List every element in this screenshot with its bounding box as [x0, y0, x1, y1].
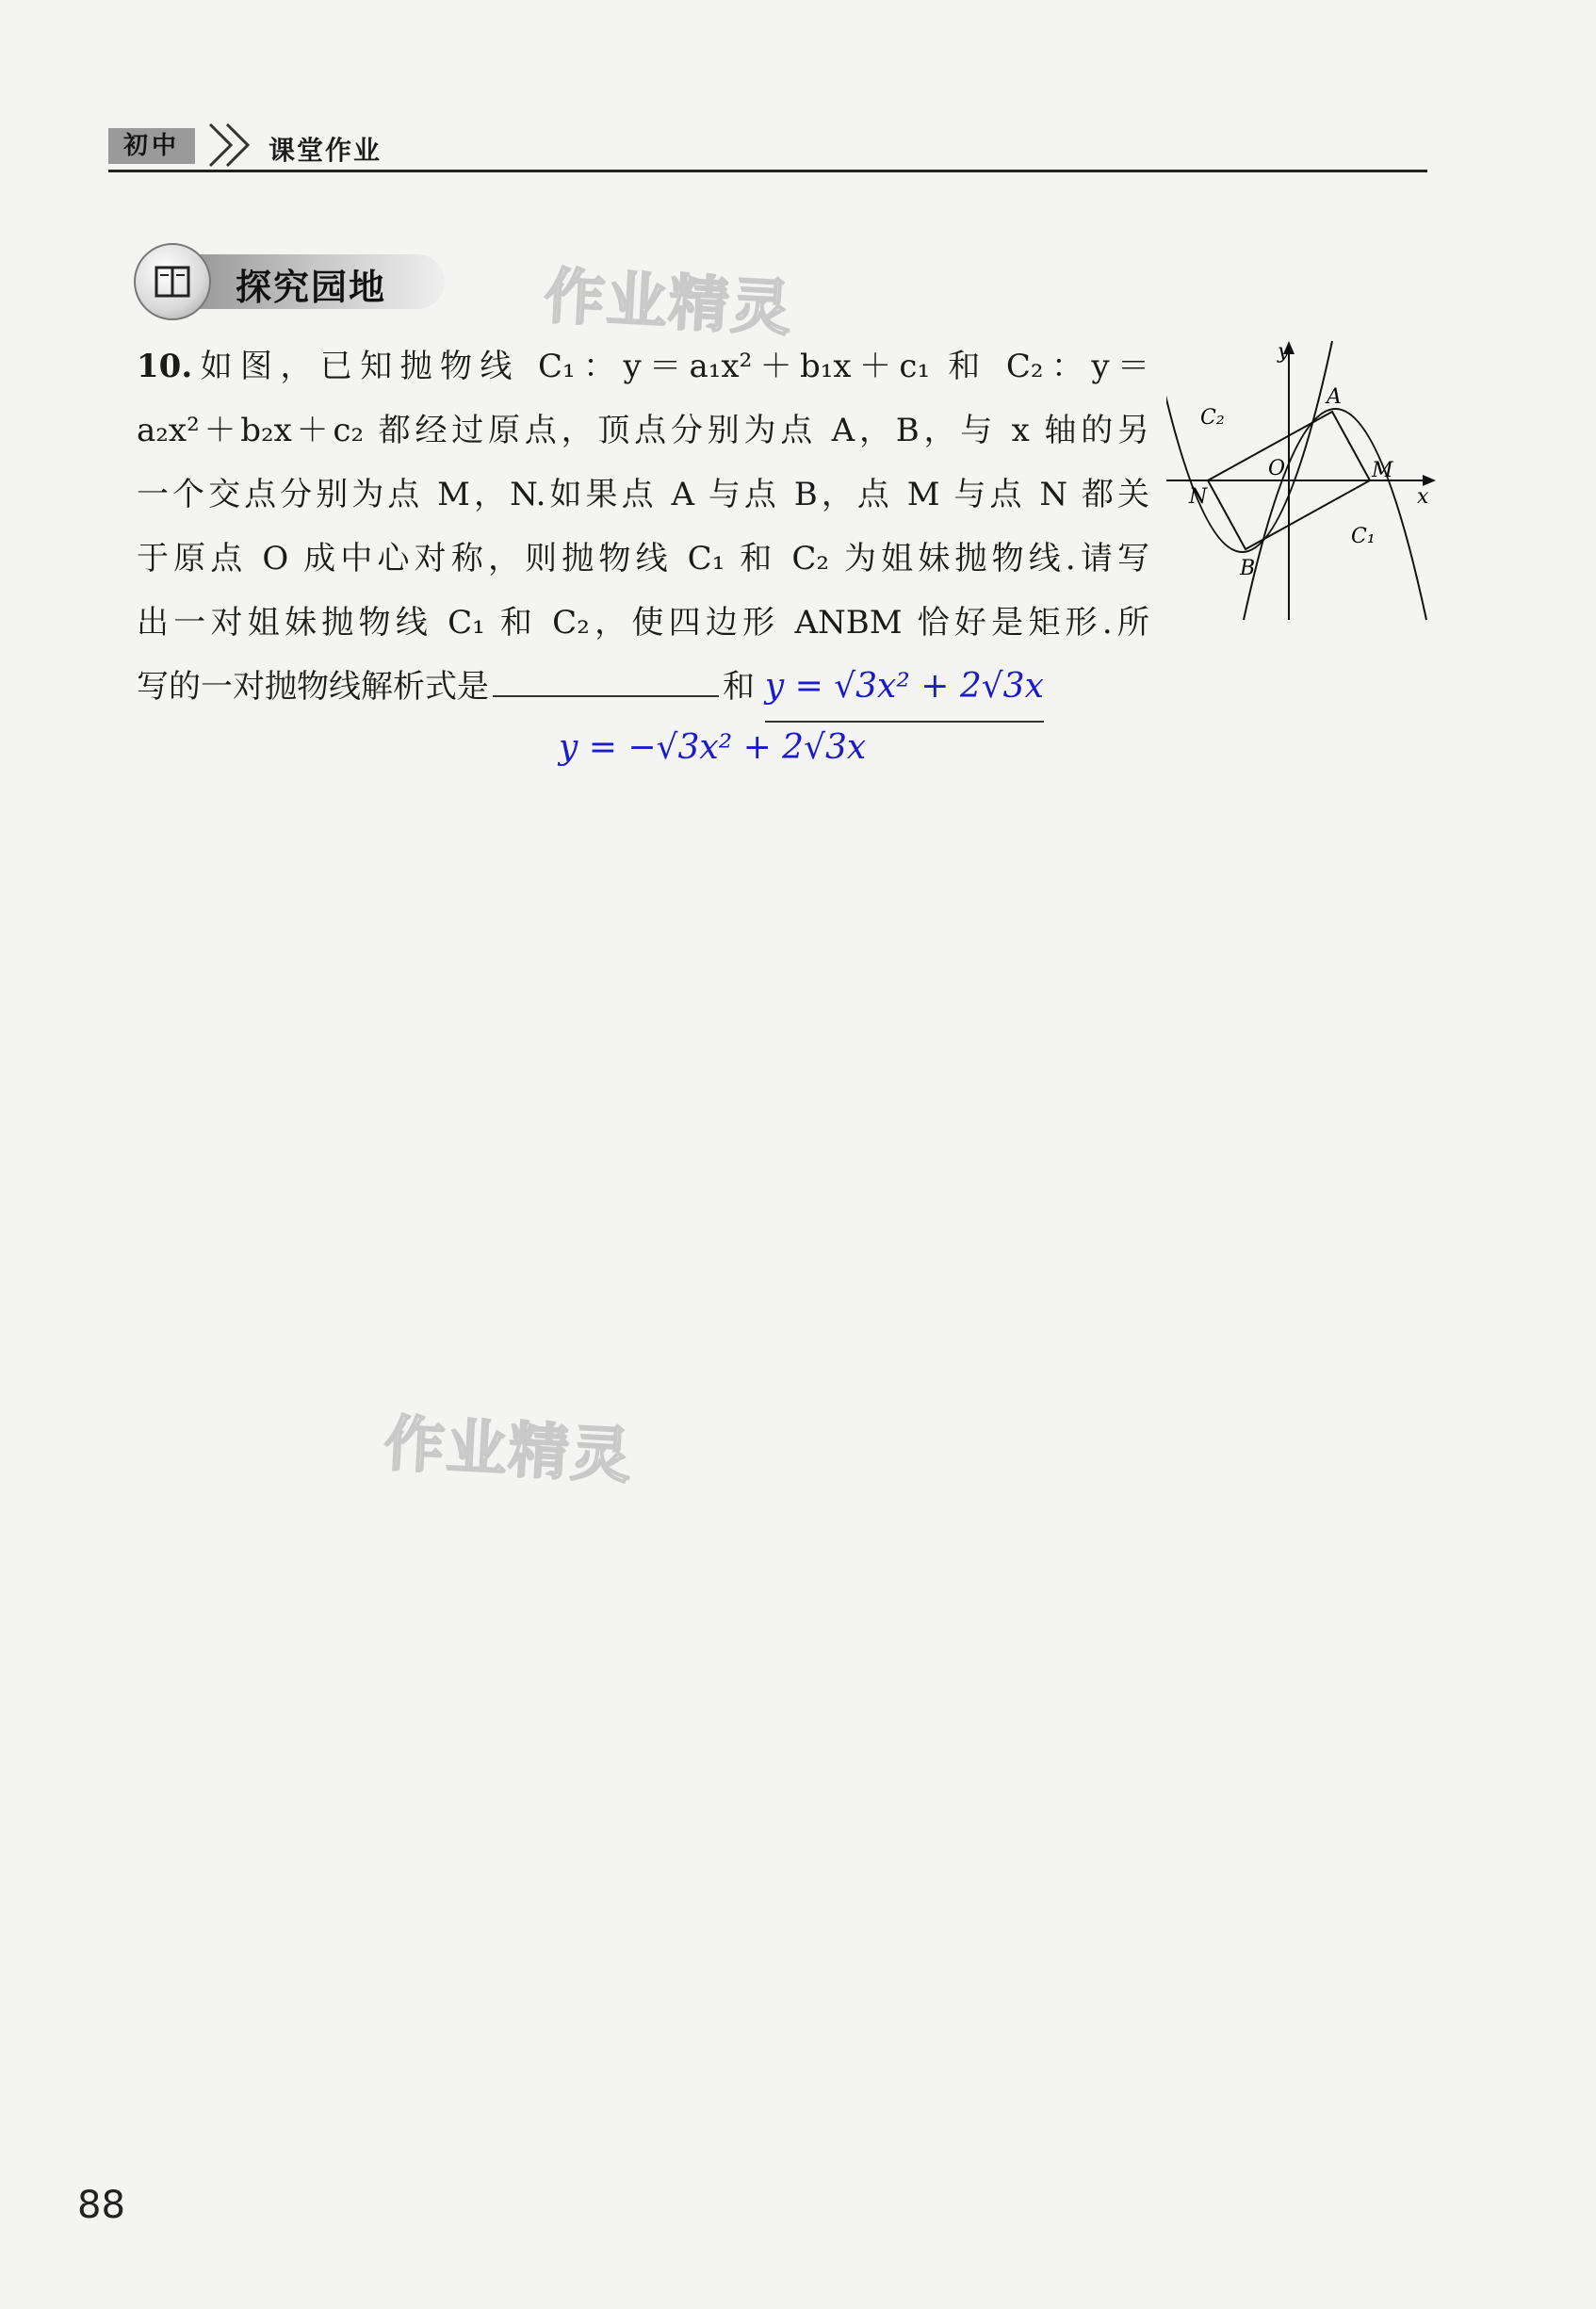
watermark: 作业精灵	[542, 262, 795, 345]
problem-text: 如图，已知抛物线 C₁：y＝a₁x²＋b₁x＋c₁ 和 C₂：y＝	[192, 348, 1149, 385]
problem-line: 出一对姐妹抛物线 C₁ 和 C₂，使四边形 ANBM 恰好是矩形.所	[137, 604, 1149, 642]
section-badge	[134, 243, 445, 320]
curve-c2-label: C₂	[1200, 406, 1225, 430]
parabola-figure	[1166, 337, 1436, 622]
y-axis-label: y	[1278, 340, 1290, 364]
book-icon	[136, 245, 209, 318]
parabola-c2	[1166, 341, 1332, 552]
header-rule	[108, 170, 1427, 172]
badge-circle	[134, 243, 211, 320]
origin-label: O	[1268, 457, 1286, 480]
chevron-icon	[203, 121, 269, 168]
problem-line	[137, 655, 1149, 723]
x-axis-label: x	[1417, 485, 1429, 509]
section-title: 探究园地	[236, 266, 387, 308]
problem-text: 写的一对抛物线解析式是	[137, 668, 489, 706]
point-n-label: N	[1189, 485, 1208, 509]
problem-line: 一个交点分别为点 M，N.如果点 A 与点 B，点 M 与点 N 都关	[137, 476, 1149, 513]
parabola-c1	[1244, 409, 1426, 620]
curve-c1-label: C₁	[1351, 525, 1376, 548]
problem-line: a₂x²＋b₂x＋c₂ 都经过原点，顶点分别为点 A，B，与 x 轴的另	[137, 412, 1149, 449]
page-number: 88	[77, 2184, 125, 2227]
problem-line	[137, 723, 1149, 773]
problem-number: 10.	[137, 348, 193, 385]
point-b-label: B	[1240, 557, 1256, 580]
series-title: 课堂作业	[269, 135, 383, 166]
conjunction: 和	[723, 668, 755, 706]
answer-blank	[493, 663, 719, 697]
handwritten-answer-1: y = −√3x² + 2√3x	[559, 728, 867, 767]
point-a-label: A	[1327, 385, 1342, 409]
handwritten-answer-2: y = √3x² + 2√3x	[765, 655, 1044, 723]
page-header	[108, 121, 1427, 171]
problem-10	[137, 334, 1149, 773]
problem-line: 于原点 O 成中心对称，则抛物线 C₁ 和 C₂ 为姐妹抛物线.请写	[137, 540, 1149, 577]
watermark: 作业精灵	[382, 1409, 635, 1492]
problem-line	[137, 334, 1149, 398]
grade-label: 初中	[108, 128, 195, 164]
point-m-label: M	[1372, 459, 1393, 482]
